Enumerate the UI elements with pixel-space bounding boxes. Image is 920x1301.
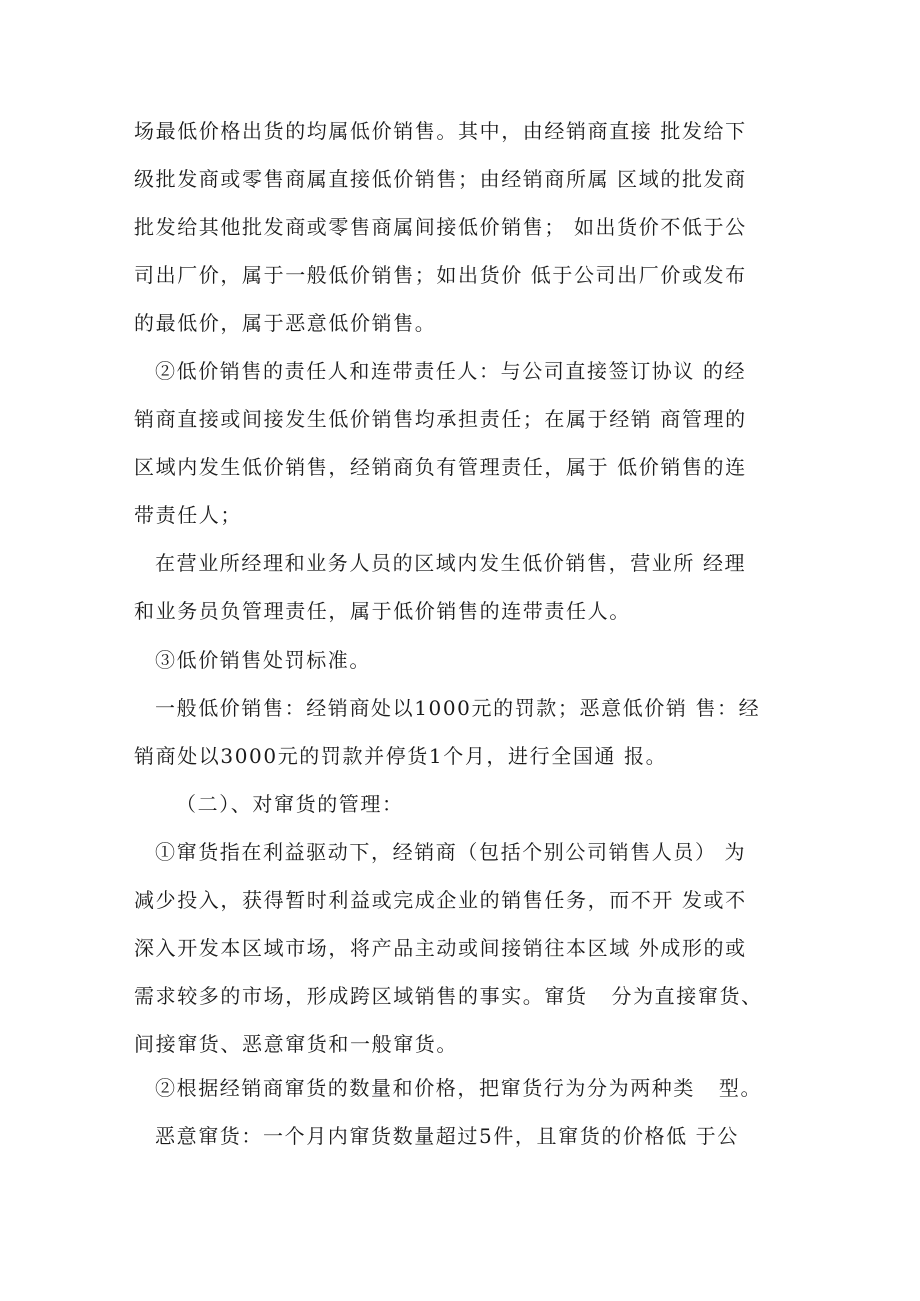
paragraph-line-6: ②低价销售的责任人和连带责任人：与公司直接签订协议 的经 <box>155 359 747 383</box>
paragraph-line-9: 带责任人； <box>134 503 242 527</box>
paragraph-line-14: 销商处以3000元的罚款并停货1个月，进行全国通 报。 <box>134 744 668 768</box>
paragraph-line-19: 需求较多的市场，形成跨区域销售的事实。窜货 分为直接窜货、 <box>134 984 763 1008</box>
paragraph-line-20: 间接窜货、恶意窜货和一般窜货。 <box>134 1032 458 1056</box>
paragraph-line-17: 减少投入，获得暂时利益或完成企业的销售任务，而不开 发或不 <box>134 888 747 912</box>
paragraph-line-2: 级批发商或零售商属直接低价销售；由经销商所属 区域的批发商 <box>134 167 747 191</box>
paragraph-line-3: 批发给其他批发商或零售商属间接低价销售； 如出货价不低于公 <box>134 215 747 239</box>
paragraph-line-18: 深入开发本区域市场，将产品主动或间接销往本区域 外成形的或 <box>134 936 747 960</box>
paragraph-line-4: 司出厂价，属于一般低价销售；如出货价 低于公司出厂价或发布 <box>134 263 747 287</box>
section-heading: （二）、对窜货的管理： <box>176 792 404 816</box>
paragraph-line-12: ③低价销售处罚标准。 <box>155 648 371 672</box>
paragraph-line-5: 的最低价，属于恶意低价销售。 <box>134 311 437 335</box>
paragraph-line-16: ①窜货指在利益驱动下，经销商（包括个别公司销售人员） 为 <box>155 840 747 864</box>
paragraph-line-13: 一般低价销售：经销商处以1000元的罚款；恶意低价销 售：经 <box>155 696 761 720</box>
paragraph-line-22: 恶意窜货：一个月内窜货数量超过5件，且窜货的价格低 于公 <box>155 1124 739 1148</box>
paragraph-line-10: 在营业所经理和业务人员的区域内发生低价销售，营业所 经理 <box>155 551 747 575</box>
paragraph-line-1: 场最低价格出货的均属低价销售。其中，由经销商直接 批发给下 <box>134 119 747 143</box>
paragraph-line-21: ②根据经销商窜货的数量和价格，把窜货行为分为两种类 型。 <box>155 1076 763 1100</box>
paragraph-line-8: 区域内发生低价销售，经销商负有管理责任，属于 低价销售的连 <box>134 455 747 479</box>
paragraph-line-7: 销商直接或间接发生低价销售均承担责任；在属于经销 商管理的 <box>134 407 747 431</box>
paragraph-line-11: 和业务员负管理责任，属于低价销售的连带责任人。 <box>134 599 631 623</box>
